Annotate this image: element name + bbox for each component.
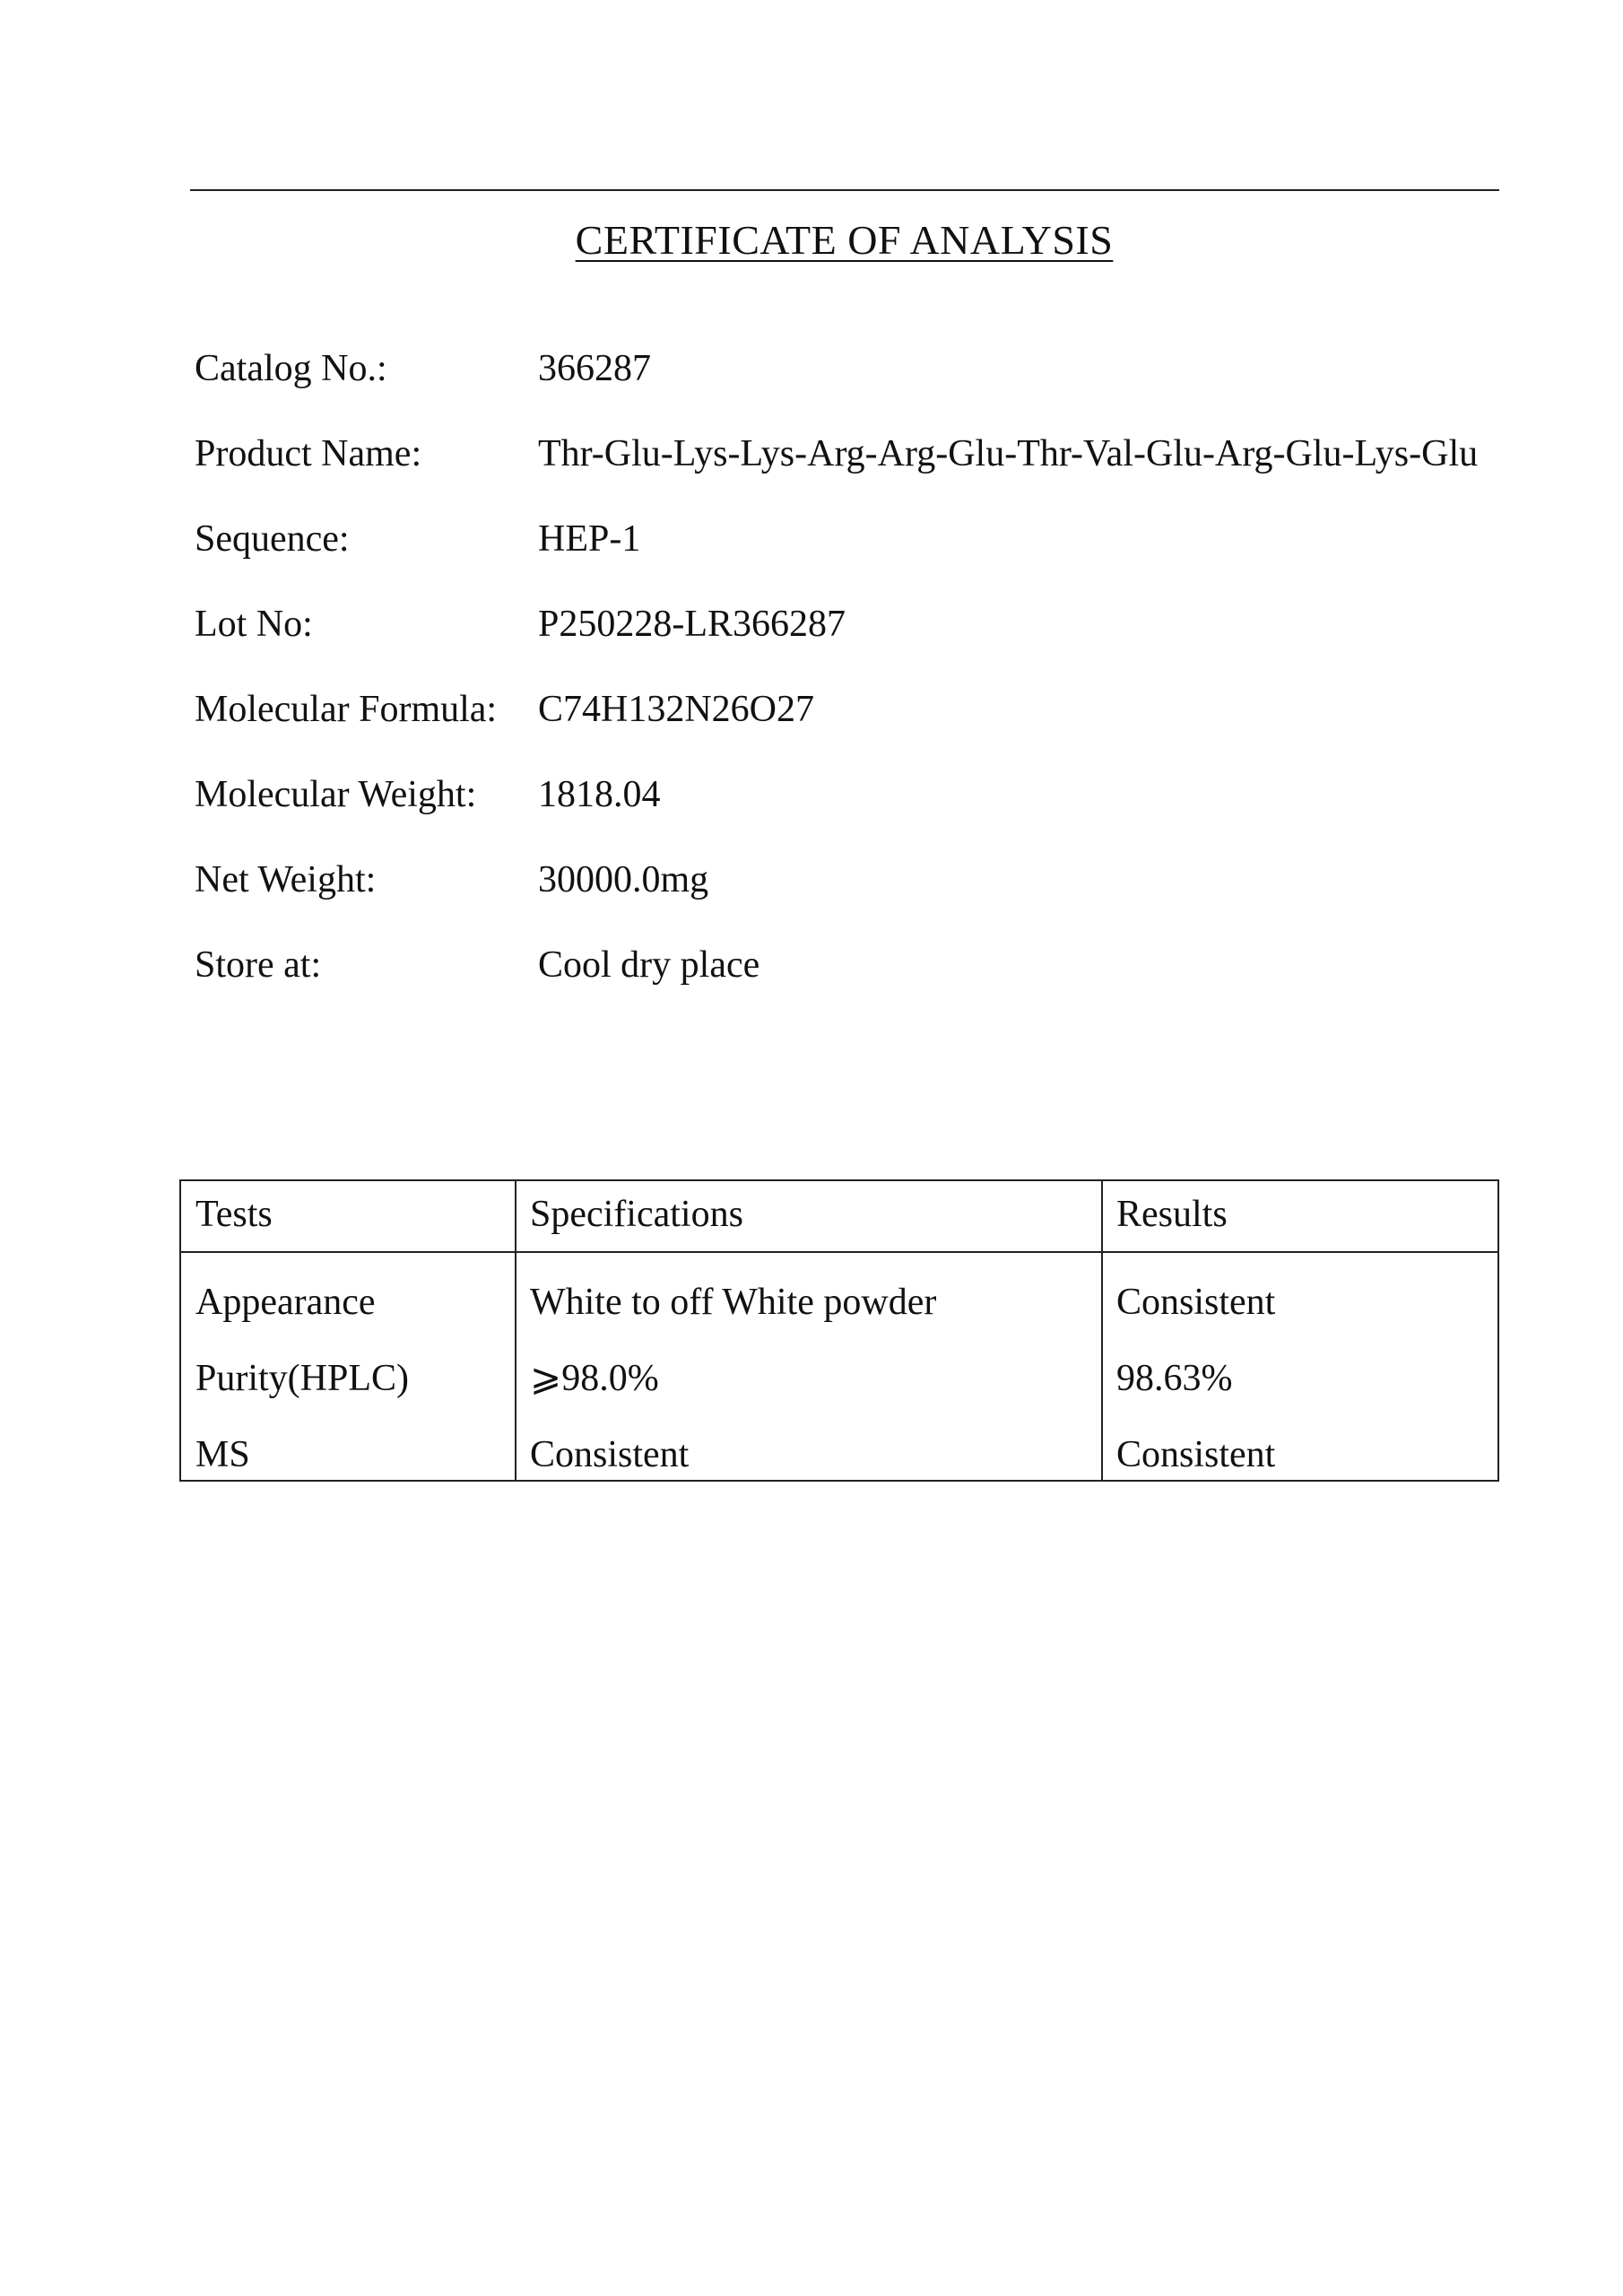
table-cell: Consistent: [530, 1434, 690, 1475]
table-cell: 98.63%: [1116, 1358, 1233, 1399]
info-value: P250228-LR366287: [538, 604, 846, 645]
results-table: [179, 1179, 1499, 1482]
info-value: 1818.04: [538, 774, 661, 815]
table-header-specifications: Specifications: [530, 1194, 743, 1235]
header-divider: [181, 1251, 1497, 1253]
info-label: Catalog No.:: [195, 348, 387, 389]
column-divider: [1101, 1181, 1103, 1480]
table-cell: Purity(HPLC): [195, 1358, 410, 1399]
info-label: Molecular Weight:: [195, 774, 477, 815]
info-value: 30000.0mg: [538, 859, 709, 900]
table-cell: White to off White powder: [530, 1282, 937, 1323]
info-value: HEP-1: [538, 518, 641, 560]
info-value: 366287: [538, 348, 651, 389]
table-header-results: Results: [1116, 1194, 1228, 1235]
table-cell: MS: [195, 1434, 250, 1475]
info-label: Product Name:: [195, 433, 422, 474]
document-title: CERTIFICATE OF ANALYSIS: [575, 217, 1114, 263]
table-cell: Consistent: [1116, 1282, 1276, 1323]
info-label: Store at:: [195, 944, 322, 986]
info-value: C74H132N26O27: [538, 689, 815, 730]
info-value: Thr-Glu-Lys-Lys-Arg-Arg-Glu-Thr-Val-Glu-Arg-Glu-Lys-Glu: [538, 433, 1479, 474]
info-value: Cool dry place: [538, 944, 760, 986]
table-cell: Appearance: [195, 1282, 376, 1323]
info-label: Sequence:: [195, 518, 350, 560]
table-cell: Consistent: [1116, 1434, 1276, 1475]
info-label: Lot No:: [195, 604, 313, 645]
top-rule: [190, 189, 1499, 191]
column-divider: [515, 1181, 516, 1480]
info-label: Net Weight:: [195, 859, 377, 900]
table-header-tests: Tests: [195, 1194, 273, 1235]
info-label: Molecular Formula:: [195, 689, 498, 730]
table-cell: ⩾98.0%: [530, 1358, 659, 1399]
